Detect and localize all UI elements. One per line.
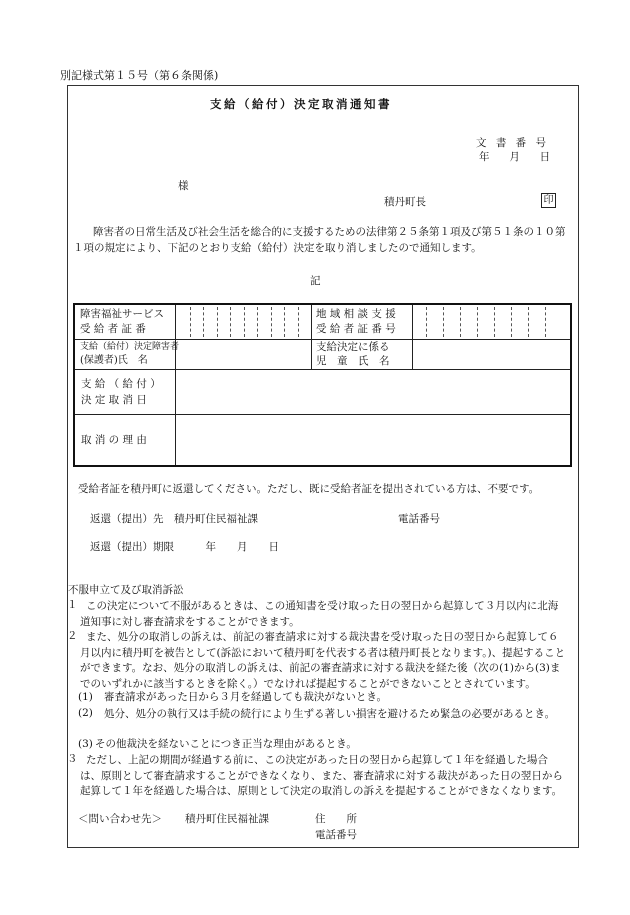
label-cancel-reason: 取 消 の 理 由 bbox=[81, 434, 147, 446]
label-cancel-date-a: 支 給 （ 給 付 ） bbox=[81, 378, 161, 390]
appeal-item-3: ただし、上記の期間が経過する前に、この決定があった日の翌日から起算して１年を経過した場合は、原則として審査請求することができなくなり、また、審査請求に対する裁決があった日の翌日から起算して１年を経過した場合は、原則として決定の取消しの訴えを提起することができなくなります。 bbox=[80, 754, 563, 797]
appeal-sub-1-number: (1) bbox=[78, 691, 93, 703]
label-cancel-date-b: 決 定 取 消 日 bbox=[81, 394, 147, 406]
contact-phone-label: 電話番号 bbox=[315, 829, 357, 841]
appeal-item-2-number: ２ bbox=[67, 630, 78, 642]
intro-paragraph: 障害者の日常生活及び社会生活を総合的に支援するための法律第２５条第１項及び第５１条の１０第１項の規定により、下記のとおり支給（給付）決定を取り消しましたので通知します。 bbox=[73, 226, 566, 254]
contact-address-label: 住 所 bbox=[315, 813, 357, 825]
label-recipient-name-b: (保護者)氏 名 bbox=[80, 355, 148, 366]
appeal-sub-1: 審査請求があった日から３月を経過しても裁決がないとき。 bbox=[104, 691, 387, 703]
label-community-cert-a: 地 域 相 談 支 援 bbox=[316, 308, 396, 320]
document-number-label: 文 書 番 号 bbox=[476, 137, 550, 149]
appeal-item-3-number: ３ bbox=[67, 753, 78, 765]
label-community-cert-b: 受 給 者 証 番 号 bbox=[316, 323, 396, 335]
page-title: 支給（給付）決定取消通知書 bbox=[210, 97, 392, 111]
appeal-sub-3-number: (3) bbox=[78, 738, 93, 750]
label-service-cert-a: 障害福祉サービス bbox=[80, 308, 164, 320]
appeal-sub-3: その他裁決を経ないことにつき正当な理由があるとき。 bbox=[95, 738, 357, 750]
seal-mark: 印 bbox=[541, 193, 556, 208]
appeal-sub-2: 処分、処分の執行又は手続の続行により生ずる著しい損害を避けるため緊急の必要があるとき。 bbox=[104, 708, 556, 720]
label-child-name-b: 児 童 氏 名 bbox=[316, 355, 390, 367]
return-note: 受給者証を積丹町に返還してください。ただし、既に受給者証を提出されている方は、不要です。 bbox=[78, 483, 540, 495]
label-child-name-a: 支給決定に係る bbox=[316, 341, 390, 353]
return-phone-label: 電話番号 bbox=[398, 513, 440, 525]
return-deadline: 返還（提出）期限 年 月 日 bbox=[90, 541, 279, 553]
appeal-item-2: また、処分の取消しの訴えは、前記の審査請求に対する裁決書を受け取った日の翌日から起算して６月以内に積丹町を被告として(訴訟において積丹町を代表する者は積丹町長となります。)、提起することができます。なお、処分の取消しの訴えは、前記の審査請求に対する裁決を経た後（次の(1)から(3)までのいずれかに該当するときを除く。）でなければ提起することができないこととされています。 bbox=[80, 631, 566, 690]
recipient-suffix: 様 bbox=[178, 180, 189, 192]
issue-date: 年 月 日 bbox=[479, 151, 553, 163]
appeal-item-1: この決定について不服があるときは、この通知書を受け取った日の翌日から起算して３月以内に北海道知事に対し審査請求をすることができます。 bbox=[80, 600, 559, 628]
form-reference: 別記様式第１５号（第６条関係) bbox=[60, 69, 219, 82]
contact-office: 積丹町住民福祉課 bbox=[185, 813, 269, 825]
label-service-cert-b: 受 給 者 証 番 bbox=[80, 323, 146, 335]
issuer-name: 積丹町長 bbox=[384, 196, 426, 208]
return-destination: 返還（提出）先 積丹町住民福祉課 bbox=[90, 513, 258, 525]
contact-label: ＜問い合わせ先＞ bbox=[78, 813, 162, 825]
appeal-item-1-number: １ bbox=[67, 599, 78, 611]
ki-marker: 記 bbox=[310, 275, 321, 287]
label-recipient-name-a: 支給（給付）決定障害者 bbox=[80, 342, 180, 352]
appeal-heading: 不服申立て及び取消訴訟 bbox=[68, 584, 184, 596]
recipient-table bbox=[73, 303, 572, 467]
appeal-sub-2-number: (2) bbox=[78, 707, 93, 719]
